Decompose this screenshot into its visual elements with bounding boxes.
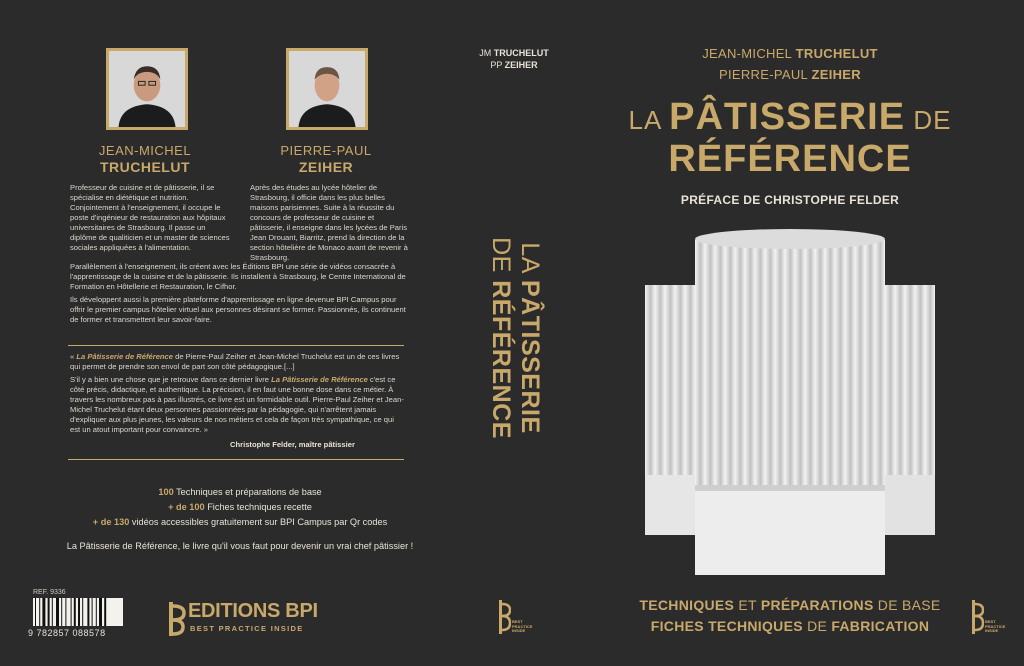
spine-logo-text: BEST PRACTICE INSIDE [512,619,533,633]
barcode-bar [92,598,93,626]
publisher-logo [168,600,318,640]
front-tagline1: TECHNIQUES ET PRÉPARATIONS DE BASE [639,597,941,613]
barcode-bar [99,598,102,626]
author1-bio: Professeur de cuisine et de pâtisserie, il se spécialise en diététique et nutrition. Conjointement à l'enseignement, il occupe le poste d'ingénieur de restauration aux hôpitaux universitaires de Strasbourg. Il passe un diplôme de qualiticien et un master de sciences sociales appliquées à l'alimentation. [70,183,230,252]
barcode-bar [39,598,40,626]
barcode-number: 9 782857 088578 [28,628,106,638]
author-portrait-truchelut [106,48,188,130]
front-author2: PIERRE-PAUL ZEIHER [719,67,861,82]
barcode-bar [48,598,50,626]
barcode-bar [104,598,106,626]
barcode-bar [61,598,62,626]
bpi-mark-icon [499,598,511,636]
quote-signature: Christophe Felder, maître pâtissier [230,440,355,449]
author1-first-name: JEAN-MICHEL [98,143,192,158]
front-title-line2: RÉFÉRENCE [668,138,912,180]
author2-last-name: ZEIHER [298,159,354,175]
paragraph-campus: Ils développent aussi la première plateforme d'apprentissage en ligne devenue BPI Campus pour offrir le premier campus hôtelier virtuel aux personnes désirant se former. Passionnés, ils continuent de former et transmettent leur savoir-faire. [70,295,406,324]
barcode-bar [71,598,72,626]
author-portrait-zeiher [286,48,368,130]
author2-bio: Après des études au lycée hôtelier de Strasbourg, il officie dans les plus belles maisons parisiennes. Suite à la réussite du concours de professeur de cuisine et pâtisserie, il enseigne dans les lycées de Paris Jean Drouant, Biarritz, prend la direction de la section hôtelière de Monaco avant de revenir à Strasbourg. [250,183,408,262]
barcode [33,598,123,626]
front-tagline2: FICHES TECHNIQUES DE FABRICATION [650,618,930,634]
barcode-bar [87,598,89,626]
bpi-mark-icon [972,598,984,636]
feature-item: + de 130 vidéos accessibles gratuitement sur BPI Campus par Qr codes [92,517,388,527]
feature-item: 100 Techniques et préparations de base [158,487,322,497]
barcode-bar [42,598,45,626]
front-logo [970,598,1006,638]
barcode-bar [74,598,76,626]
barcode-bar [78,598,80,626]
barcode-bar [56,598,59,626]
spine-authors: JM TRUCHELUT PP ZEIHER [479,48,549,70]
divider-bottom [68,459,404,460]
author2-first-name: PIERRE-PAUL [280,143,372,158]
front-title-line1: LA PÂTISSERIE DE [628,96,952,138]
chef-hats-illustration [640,225,940,575]
reference-code: REF. 9336 [33,589,66,596]
barcode-bar [35,598,36,626]
preface-credit: PRÉFACE DE CHRISTOPHE FELDER [680,193,900,207]
barcode-bar [96,598,97,626]
bpi-logo-icon [168,600,186,638]
closing-line: La Pâtisserie de Référence, le livre qu'il vous faut pour devenir un vrai chef pâtissier ! [66,541,414,551]
front-logo-text: BEST PRACTICE INSIDE [985,619,1006,633]
divider-top [68,345,404,346]
paragraph-videos: Parallèlement à l'enseignement, ils créent avec les Éditions BPI une série de vidéos consacrée à l'apprentissage de la cuisine et de la pâtisserie. Ils installent à Strasbourg, le Centre International de Formation en Hôtellerie et Restauration, le Cifhor. [70,262,406,291]
book-cover: JEAN-MICHEL TRUCHELUT PIERRE-PAUL ZEIHER Professeur de cuisine et de pâtisserie, il se spécialise en diététique et nutrition. Conjointement à l'enseignement, il occupe le poste d'ingénieur de restauration aux hôpitaux universitaires de Strasbourg. Il passe un diplôme de qualiticien et un master de sciences sociales appliquées à l'alimentation. Après des études au lycée hôtelier de Strasbourg, il officie dans les plus belles maisons parisiennes. Suite à la réussite du concours de professeur de cuisine et pâtisserie, il enseigne dans les lycées de Paris Jean Drouant, Biarritz, prend la direction de la section hôtelière de Monaco avant de revenir à Strasbourg. Parallèlement à l'enseignement, ils créent avec les Éditions BPI une série de vidéos consacrée à l'apprentissage de la cuisine et de la pâtisserie. Ils installent à Strasbourg, le Centre International de Formation en Hôtellerie et Restauration, le Cifhor. Ils développent aussi la première plateforme d'apprentissage en ligne devenue BPI Campus pour offrir le premier campus hôtelier virtuel aux personnes désirant se former. Passionnés, ils continuent de former et transmettent leur savoir-faire. « La Pâtisserie de Référence de Pierre-Paul Zeiher et Jean-Michel Truchelut est un de ces livres qui permet de prendre son envol de part son côté pédagogique.[...] S'il y a bien une chose que je retrouve dans ce dernier livre La Pâtisserie de Référence c'est ce côté précis, didactique, et authentique. La précision, il en faut une bonne dose dans ce métier. À travers les nombreux pas à pas illustrés, ce livre est un formidable outil. Pierre-Paul Zeiher et Jean-Michel Truchelut étant deux personnes passionnées par la pédagogie, qui n'arrêtent jamais d'expliquer aux plus jeunes, les valeurs de nos métiers et cela de façon très sympathique, ce qui est un atout important pour convaincre. » Christophe Felder, maître pâtissier 100 Techniques et préparations de base + de 100 Fiches techniques recette + de 130 vidéos accessibles gratuitement sur BPI Campus par Qr codes La Pâtisserie de Référence, le livre qu'il vous faut pour devenir un vrai chef pâtissier ! REF. 9336 9 782857 088578 EDITIONS BPI BEST PRACTICE INSIDE JM TRUCHELUT PP ZEIHER LA PÂTISSERIE DE RÉFÉRENCE BEST PRACTICE INSIDE JEAN-MICHEL TRUCHELUT PIERRE-PAUL ZEIHER LA PÂTISSERIE DE RÉFÉRENCE PRÉFACE DE CHRISTOPHE FELDER TECHNIQUES ET PRÉPARATIONS DE BASE FICHES TECHNIQUES DE FABRICATION BEST PRACTICE INSIDE [0,0,1024,666]
testimonial-quote: « La Pâtisserie de Référence de Pierre-Paul Zeiher et Jean-Michel Truchelut est un de ces livres qui permet de prendre son envol de part son côté pédagogique.[...] S'il y a bien une chose que je retrouve dans ce dernier livre La Pâtisserie de Référence c'est ce côté précis, didactique, et authentique. La précision, il en faut une bonne dose dans ce métier. À travers les nombreux pas à pas illustrés, ce livre est un formidable outil. Pierre-Paul Zeiher et Jean-Michel Truchelut étant deux personnes passionnées par la pédagogie, qui n'arrêtent jamais d'expliquer aux plus jeunes, les valeurs de nos métiers et cela de façon très sympathique, ce qui est un atout important pour convaincre. » [70,352,404,434]
feature-item: + de 100 Fiches techniques recette [168,502,312,512]
feature-list [60,485,420,552]
barcode-bar [82,598,83,626]
barcode-bar [52,598,53,626]
publisher-name: EDITIONS BPI [188,600,318,622]
front-author1: JEAN-MICHEL TRUCHELUT [702,46,878,61]
publisher-tagline: BEST PRACTICE INSIDE [190,624,304,633]
author1-last-name: TRUCHELUT [99,159,191,175]
spine-logo [497,598,533,638]
barcode-bar [65,598,66,626]
